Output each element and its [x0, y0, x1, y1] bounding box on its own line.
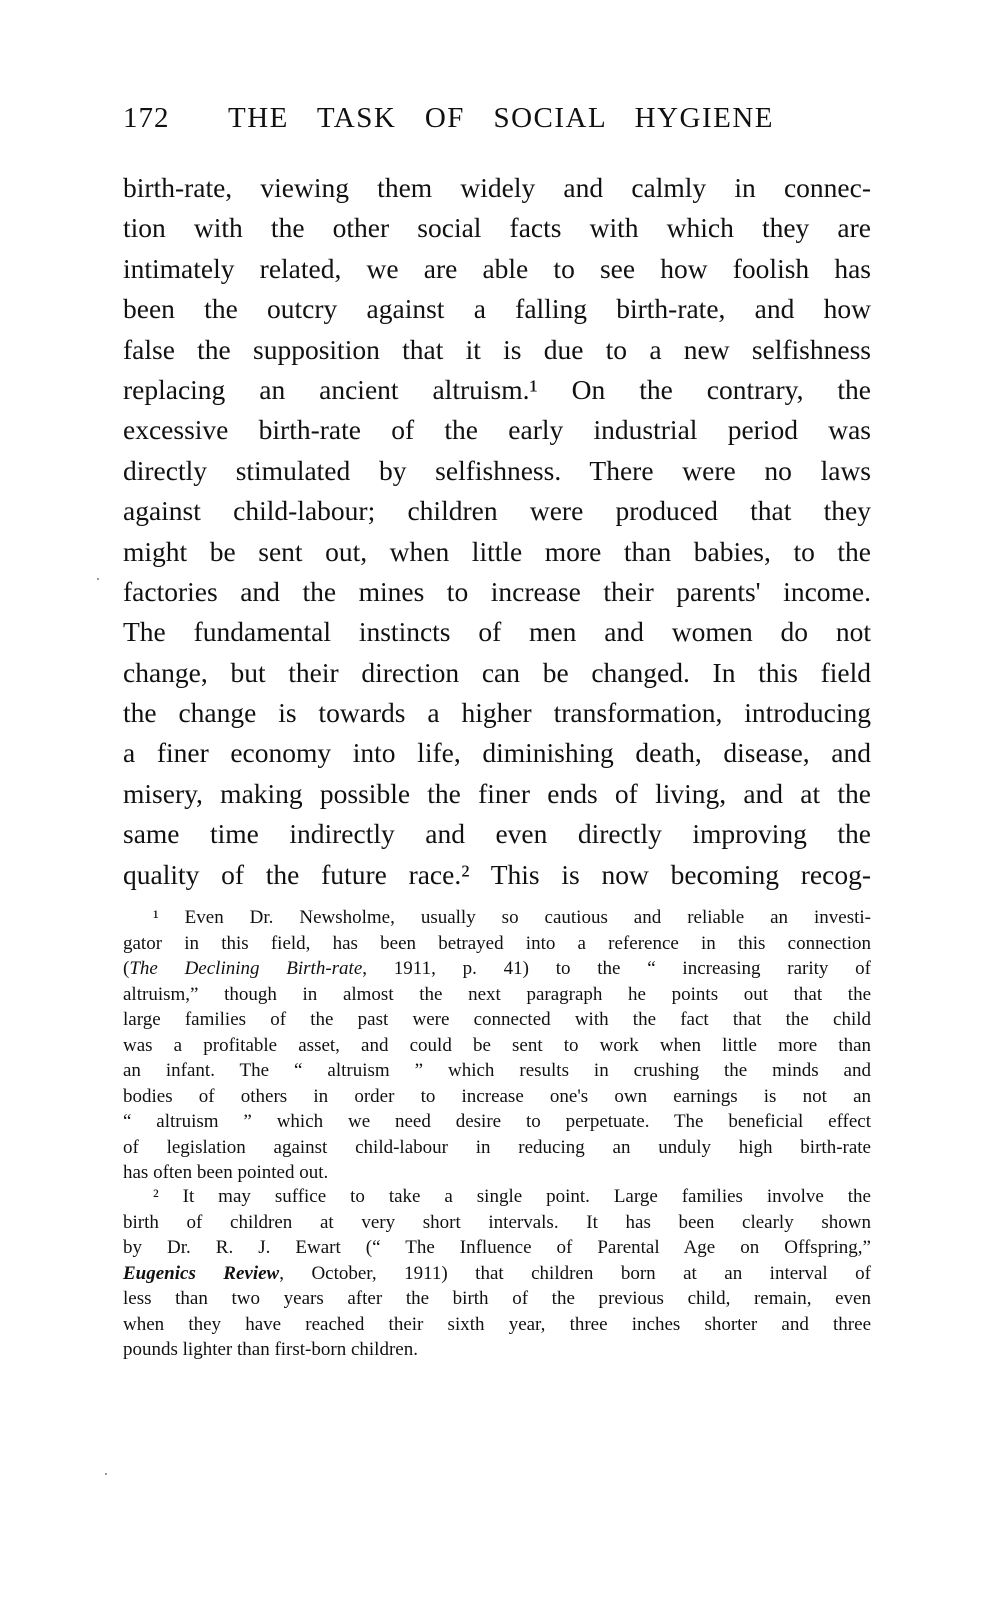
body-line: might be sent out, when little more than babies, to the [123, 535, 871, 567]
body-line: The fundamental instincts of men and women do not [123, 616, 871, 648]
footnote-text: birth of children at very short intervals. It has been clearly shown [123, 1211, 871, 1233]
footnote-line [123, 1235, 871, 1261]
footnote-line [123, 1286, 871, 1312]
footnote-text: an infant. The “ altruism ” which results in crushing the minds and [123, 1060, 871, 1081]
page-number: 172 [123, 102, 170, 134]
body-line: quality of the future race.² This is now becoming recog- [123, 858, 871, 890]
footnote-line [123, 905, 871, 931]
footnote-line [123, 982, 871, 1008]
footnote-text: altruism,” though in almost the next paragraph he points out that the [123, 983, 871, 1005]
footnote-line [123, 1135, 871, 1161]
footnote-line [123, 1033, 871, 1059]
footnote-text: , October, 1911) that children born at an interval of [279, 1262, 871, 1284]
footnote-text: , 1911, p. 41) to the “ increasing rarity of [362, 958, 871, 979]
body-line: against child-labour; children were produced that they [123, 495, 871, 527]
body-line: factories and the mines to increase their parents' income. [123, 575, 871, 607]
footnote-text: was a profitable asset, and could be sent to work when little more than [123, 1034, 871, 1056]
body-line: replacing an ancient altruism.¹ On the contrary, the [123, 373, 871, 405]
footnote-text: bodies of others in order to increase one's own earnings is not an [123, 1085, 871, 1107]
footnote-text: by Dr. R. J. Ewart (“ The Influence of Parental Age on Offspring,” [123, 1237, 871, 1258]
italic-title: The Declining Birth-rate [129, 958, 363, 979]
footnote-text: pounds lighter than first-born children. [123, 1339, 418, 1360]
italic-title: Eugenics Review [123, 1262, 280, 1284]
body-line: same time indirectly and even directly improving the [123, 818, 871, 850]
footnote-text: less than two years after the birth of the previous child, remain, even [123, 1288, 871, 1309]
body-line: a finer economy into life, diminishing death, disease, and [123, 737, 871, 769]
footnote-text: ( [123, 958, 130, 979]
footnote-line [123, 1058, 871, 1084]
body-line: intimately related, we are able to see how foolish has [123, 252, 871, 284]
footnote-text: ² It may suffice to take a single point. Large families involve the [153, 1186, 871, 1207]
footnote-line [123, 1337, 871, 1363]
scan-speck [105, 1473, 107, 1475]
footnote-2 [123, 1184, 871, 1363]
scan-speck [97, 578, 99, 580]
footnote-line [123, 1261, 871, 1287]
body-line: been the outcry against a falling birth-rate, and how [123, 293, 871, 325]
body-line: the change is towards a higher transformation, introducing [123, 697, 871, 729]
footnote-line [123, 1160, 871, 1186]
body-line: tion with the other social facts with which they are [123, 212, 871, 244]
body-text [123, 168, 871, 895]
footnote-line [123, 956, 871, 982]
body-line: misery, making possible the finer ends of living, and at the [123, 777, 871, 809]
footnote-text: ¹ Even Dr. Newsholme, usually so cautious and reliable an investi- [153, 907, 871, 928]
footnote-line [123, 1084, 871, 1110]
footnote-line [123, 1109, 871, 1135]
footnote-text: large families of the past were connected with the fact that the child [123, 1009, 871, 1030]
footnote-line [123, 1184, 871, 1210]
running-title: THE TASK OF SOCIAL HYGIENE [228, 102, 774, 134]
footnote-text: of legislation against child-labour in reducing an unduly high birth-rate [123, 1136, 871, 1158]
footnote-text: when they have reached their sixth year, three inches shorter and three [123, 1313, 871, 1335]
body-line: directly stimulated by selfishness. There were no laws [123, 454, 871, 486]
footnote-line [123, 1210, 871, 1236]
body-line: excessive birth-rate of the early industrial period was [123, 414, 871, 446]
footnote-text: has often been pointed out. [123, 1162, 329, 1183]
body-line: change, but their direction can be changed. In this field [123, 656, 871, 688]
footnote-line [123, 1007, 871, 1033]
footnote-line [123, 1312, 871, 1338]
body-line: birth-rate, viewing them widely and calmly in connec- [123, 172, 871, 203]
footnote-text: “ altruism ” which we need desire to perpetuate. The beneficial effect [123, 1111, 871, 1132]
footnote-line [123, 931, 871, 957]
footnote-1 [123, 905, 871, 1186]
footnote-text: gator in this field, has been betrayed into a reference in this connection [123, 932, 871, 954]
body-line: false the supposition that it is due to a new selfishness [123, 333, 871, 365]
